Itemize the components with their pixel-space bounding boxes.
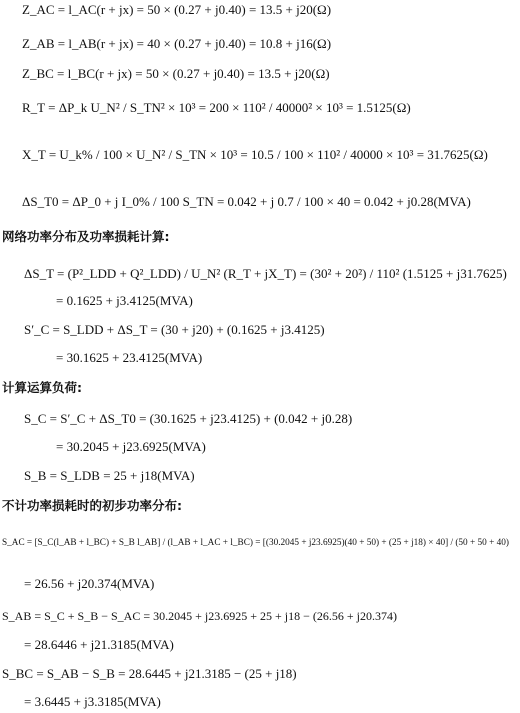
equation-zbc xyxy=(22,66,330,82)
equation-sbc-result xyxy=(24,694,161,710)
equation-text: = 30.2045 + j23.6925(MVA) xyxy=(56,439,206,454)
equation-text: S_C = S′_C + ΔS_T0 = (30.1625 + j23.4125) + (0.042 + j0.28) xyxy=(24,411,353,426)
equation-text: = 3.6445 + j3.3185(MVA) xyxy=(24,694,161,709)
heading-text: 不计功率损耗时的初步功率分布: xyxy=(2,498,182,513)
equation-text: S_B = S_LDB = 25 + j18(MVA) xyxy=(24,468,195,483)
equation-text: Z_AC = l_AC(r + jx) = 50 × (0.27 + j0.40) = 13.5 + j20(Ω) xyxy=(22,2,332,17)
equation-text: ΔS_T = (P²_LDD + Q²_LDD) / U_N² (R_T + jX_T) = (30² + 20²) / 110² (1.5125 + j31.7625) xyxy=(24,266,507,281)
equation-text: = 30.1625 + 23.4125(MVA) xyxy=(56,350,203,365)
equation-sc-prime xyxy=(24,322,325,338)
equation-text: S′_C = S_LDD + ΔS_T = (30 + j20) + (0.1625 + j3.4125) xyxy=(24,322,325,337)
equation-sc-result xyxy=(56,439,206,455)
equation-xt xyxy=(22,147,488,163)
equation-sac-result xyxy=(24,576,154,592)
equation-text: X_T = U_k% / 100 × U_N² / S_TN × 10³ = 10.5 / 100 × 110² / 40000 × 10³ = 31.7625(Ω) xyxy=(22,147,488,162)
equation-zac xyxy=(22,2,331,18)
heading-text: 计算运算负荷: xyxy=(2,380,82,395)
equation-text: Z_AB = l_AB(r + jx) = 40 × (0.27 + j0.40) = 10.8 + j16(Ω) xyxy=(22,36,332,51)
equation-delta-st xyxy=(24,266,507,282)
equation-text: Z_BC = l_BC(r + jx) = 50 × (0.27 + j0.40) = 13.5 + j20(Ω) xyxy=(22,66,330,81)
equation-sb xyxy=(24,468,195,484)
equation-sc xyxy=(24,411,352,427)
section-heading-initial-distribution xyxy=(2,498,182,514)
equation-sac xyxy=(2,535,509,551)
equation-text: = 0.1625 + j3.4125(MVA) xyxy=(56,293,193,308)
equation-sbc xyxy=(2,666,297,682)
equation-text: ΔS_T0 = ΔP_0 + j I_0% / 100 S_TN = 0.042 + j 0.7 / 100 × 40 = 0.042 + j0.28(MVA) xyxy=(22,194,471,209)
equation-text: = 28.6446 + j21.3185(MVA) xyxy=(24,637,174,652)
equation-text: S_AC = [S_C(l_AB + l_BC) + S_B l_AB] / (l_AB + l_AC + l_BC) = [(30.2045 + j23.6925)(40 + 50) + (25 + j18) × 40] / (50 + 50 + 40) xyxy=(2,538,509,548)
equation-sc-prime-result xyxy=(56,350,202,366)
heading-text: 网络功率分布及功率损耗计算: xyxy=(2,229,170,244)
equation-text: S_AB = S_C + S_B − S_AC = 30.2045 + j23.6925 + 25 + j18 − (26.56 + j20.374) xyxy=(2,609,397,623)
equation-sab-result xyxy=(24,637,174,653)
equation-delta-st0 xyxy=(22,194,471,210)
equation-text: R_T = ΔP_k U_N² / S_TN² × 10³ = 200 × 110² / 40000² × 10³ = 1.5125(Ω) xyxy=(22,100,411,115)
equation-sab xyxy=(2,608,397,624)
equation-text: S_BC = S_AB − S_B = 28.6445 + j21.3185 − (25 + j18) xyxy=(2,666,297,681)
equation-rt xyxy=(22,100,411,116)
section-heading-operating-load xyxy=(2,380,82,396)
equation-delta-st-result xyxy=(56,293,193,309)
section-heading-power-flow xyxy=(2,229,170,245)
equation-text: = 26.56 + j20.374(MVA) xyxy=(24,576,155,591)
equation-zab xyxy=(22,36,331,52)
